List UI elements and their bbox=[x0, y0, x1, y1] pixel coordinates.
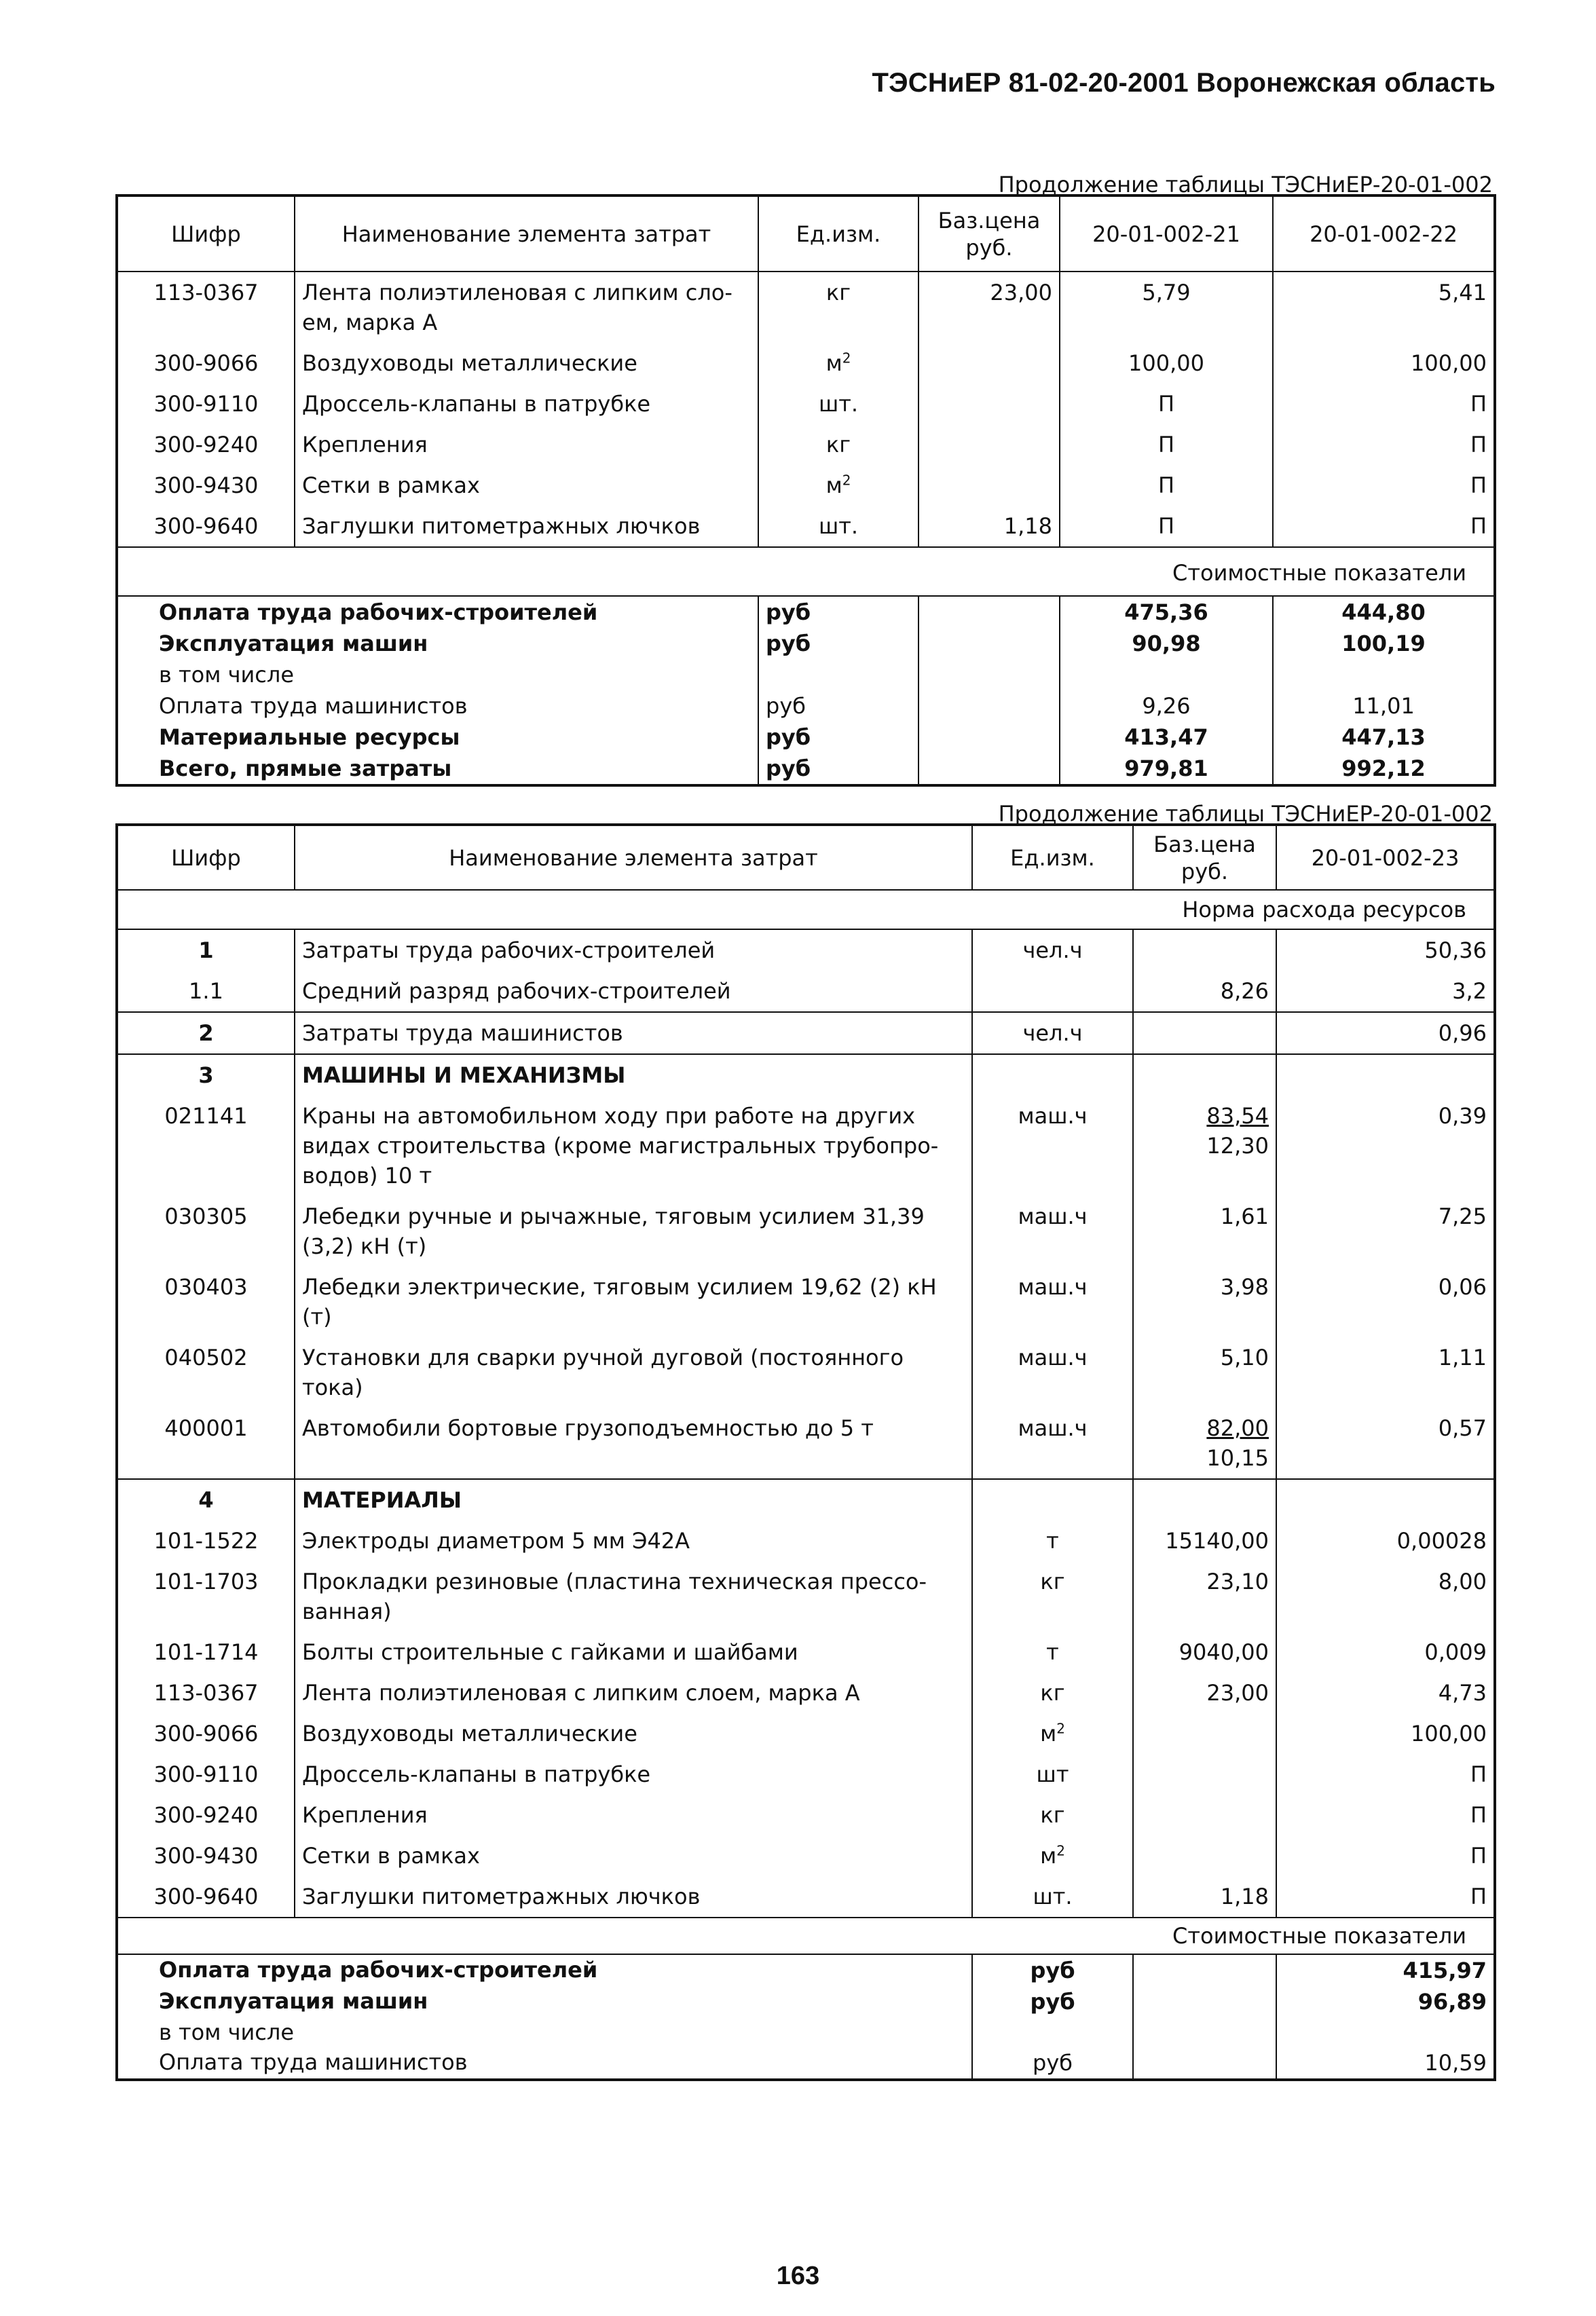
norm-value: П bbox=[1060, 506, 1273, 547]
table-row bbox=[117, 1632, 1495, 1673]
resource-code: 2 bbox=[117, 1012, 295, 1054]
unit-superscript: 2 bbox=[1056, 1720, 1065, 1737]
empty-cell bbox=[972, 1054, 1133, 1096]
resource-code: 030305 bbox=[117, 1196, 295, 1267]
table1-continuation-caption: Продолжение таблицы ТЭСНиЕР-20-01-002 bbox=[998, 172, 1493, 198]
table-row bbox=[117, 1561, 1495, 1632]
summary-unit: руб bbox=[758, 690, 918, 722]
table-row bbox=[117, 272, 1495, 343]
norm-value: П bbox=[1060, 465, 1273, 506]
table-row bbox=[117, 1713, 1495, 1754]
base-price: 5,10 bbox=[1133, 1337, 1276, 1408]
resource-name: Затраты труда машинистов bbox=[295, 1012, 972, 1054]
resource-name: Крепления bbox=[295, 1795, 972, 1835]
base-price bbox=[1133, 1835, 1276, 1876]
table-row bbox=[117, 1096, 1495, 1196]
resource-code: 040502 bbox=[117, 1337, 295, 1408]
resource-unit: маш.ч bbox=[972, 1408, 1133, 1479]
base-price: 1,18 bbox=[918, 506, 1060, 547]
summary-unit: руб bbox=[972, 1986, 1133, 2017]
summary-price bbox=[1133, 1986, 1276, 2017]
resource-code: 113-0367 bbox=[117, 1673, 295, 1713]
summary-price bbox=[918, 659, 1060, 690]
resource-unit: маш.ч bbox=[972, 1267, 1133, 1337]
resource-unit: шт. bbox=[758, 506, 918, 547]
table-row bbox=[117, 424, 1495, 465]
table-row bbox=[117, 1408, 1495, 1479]
unit-superscript: 2 bbox=[842, 472, 851, 489]
resource-name: Сетки в рамках bbox=[295, 1835, 972, 1876]
summary-unit: руб bbox=[758, 722, 918, 753]
resource-name: Воздуховоды металлические bbox=[295, 1713, 972, 1754]
summary-unit: руб bbox=[758, 628, 918, 659]
resource-unit: шт. bbox=[972, 1876, 1133, 1918]
empty-cell bbox=[1133, 1054, 1276, 1096]
norm-value: П bbox=[1276, 1795, 1495, 1835]
resource-name: Автомобили бортовые грузоподъемностью до 5 т bbox=[295, 1408, 972, 1479]
resource-code: 101-1714 bbox=[117, 1632, 295, 1673]
resource-unit: кг bbox=[972, 1561, 1133, 1632]
resource-code: 300-9640 bbox=[117, 506, 295, 547]
norm-value: П bbox=[1273, 465, 1495, 506]
col-header-code: Шифр bbox=[117, 195, 295, 272]
table-row bbox=[117, 1012, 1495, 1054]
resource-name: Лебедки электрические, тяговым усилием 19,62 (2) кН (т) bbox=[295, 1267, 972, 1337]
summary-row bbox=[117, 659, 1495, 690]
norm-value: П bbox=[1276, 1835, 1495, 1876]
norm-value: П bbox=[1276, 1876, 1495, 1918]
summary-value: 10,59 bbox=[1276, 2047, 1495, 2080]
summary-value: 96,89 bbox=[1276, 1986, 1495, 2017]
table-row bbox=[117, 343, 1495, 384]
empty-cell bbox=[972, 1479, 1133, 1520]
empty-cell bbox=[1276, 1054, 1495, 1096]
col-header-price: Баз.цена руб. bbox=[918, 195, 1060, 272]
norm-value: 5,79 bbox=[1060, 272, 1273, 343]
table-row bbox=[117, 1754, 1495, 1795]
resource-unit: маш.ч bbox=[972, 1337, 1133, 1408]
norm-title: Норма расхода ресурсов bbox=[117, 890, 1495, 929]
page-number: 163 bbox=[776, 2262, 820, 2290]
base-price: 15140,00 bbox=[1133, 1520, 1276, 1561]
table-row bbox=[117, 1520, 1495, 1561]
summary-price bbox=[918, 722, 1060, 753]
norm-value: 0,06 bbox=[1276, 1267, 1495, 1337]
resource-unit: $м^2$ bbox=[972, 1835, 1133, 1876]
section-title: Стоимостные показатели bbox=[117, 1918, 1495, 1954]
resource-code: 300-9430 bbox=[117, 465, 295, 506]
norm-value: П bbox=[1060, 424, 1273, 465]
resource-unit: кг bbox=[758, 424, 918, 465]
resource-unit: шт. bbox=[758, 384, 918, 424]
unit-superscript: 2 bbox=[842, 350, 851, 367]
summary-row bbox=[117, 2017, 1495, 2047]
summary-row bbox=[117, 722, 1495, 753]
norm-value: 100,00 bbox=[1276, 1713, 1495, 1754]
summary-value: 447,13 bbox=[1273, 722, 1495, 753]
document-header: ТЭСНиЕР 81-02-20-2001 Воронежская область bbox=[872, 68, 1496, 98]
summary-value: 992,12 bbox=[1273, 753, 1495, 785]
unit-superscript: 2 bbox=[1056, 1842, 1065, 1859]
table-row bbox=[117, 971, 1495, 1012]
summary-value: 475,36 bbox=[1060, 596, 1273, 628]
col-header-name: Наименование элемента затрат bbox=[295, 195, 758, 272]
base-price bbox=[1133, 1795, 1276, 1835]
base-price bbox=[1133, 1408, 1276, 1479]
table-row bbox=[117, 1196, 1495, 1267]
resource-name: Болты строительные с гайками и шайбами bbox=[295, 1632, 972, 1673]
summary-unit bbox=[972, 2017, 1133, 2047]
norm-value: 100,00 bbox=[1273, 343, 1495, 384]
base-price bbox=[1133, 1096, 1276, 1196]
summary-label: Эксплуатация машин bbox=[117, 1986, 972, 2017]
section-header-row bbox=[117, 1054, 1495, 1096]
norm-value: 5,41 bbox=[1273, 272, 1495, 343]
base-price bbox=[1133, 1754, 1276, 1795]
resource-unit: т bbox=[972, 1632, 1133, 1673]
resource-code: 1 bbox=[117, 929, 295, 971]
table-row bbox=[117, 1835, 1495, 1876]
resource-code: 101-1703 bbox=[117, 1561, 295, 1632]
resource-unit: кг bbox=[758, 272, 918, 343]
resource-unit: шт bbox=[972, 1754, 1133, 1795]
summary-unit: руб bbox=[972, 2047, 1133, 2080]
resource-name: Заглушки питометражных лючков bbox=[295, 1876, 972, 1918]
section-header-row bbox=[117, 1479, 1495, 1520]
section-code: 4 bbox=[117, 1479, 295, 1520]
summary-price bbox=[1133, 2017, 1276, 2047]
col-header-norm-22: 20-01-002-22 bbox=[1273, 195, 1495, 272]
summary-row bbox=[117, 1986, 1495, 2017]
resource-name: Дроссель-клапаны в патрубке bbox=[295, 1754, 972, 1795]
resource-code: 300-9240 bbox=[117, 424, 295, 465]
resource-code: 1.1 bbox=[117, 971, 295, 1012]
base-price: 3,98 bbox=[1133, 1267, 1276, 1337]
base-price bbox=[918, 465, 1060, 506]
summary-value: 11,01 bbox=[1273, 690, 1495, 722]
table-row bbox=[117, 1673, 1495, 1713]
resource-code: 101-1522 bbox=[117, 1520, 295, 1561]
resource-unit: маш.ч bbox=[972, 1096, 1133, 1196]
summary-value bbox=[1273, 659, 1495, 690]
norm-value: 4,73 bbox=[1276, 1673, 1495, 1713]
table1 bbox=[115, 194, 1496, 787]
resource-name: Сетки в рамках bbox=[295, 465, 758, 506]
summary-label: Эксплуатация машин bbox=[117, 628, 758, 659]
col-header-price: Баз.цена руб. bbox=[1133, 825, 1276, 890]
norm-value: П bbox=[1276, 1754, 1495, 1795]
section-title: Стоимостные показатели bbox=[117, 547, 1495, 596]
summary-label: в том числе bbox=[117, 2017, 972, 2047]
resource-name: Заглушки питометражных лючков bbox=[295, 506, 758, 547]
summary-unit: руб bbox=[758, 753, 918, 785]
base-price: 1,18 bbox=[1133, 1876, 1276, 1918]
resource-unit: $м^2$ bbox=[758, 465, 918, 506]
table-row bbox=[117, 929, 1495, 971]
norm-value: 1,11 bbox=[1276, 1337, 1495, 1408]
resource-code: 300-9110 bbox=[117, 1754, 295, 1795]
summary-unit: руб bbox=[758, 596, 918, 628]
resource-name: Лента полиэтиленовая с липким слоем, марка А bbox=[295, 1673, 972, 1713]
norm-value: 8,00 bbox=[1276, 1561, 1495, 1632]
table-row bbox=[117, 506, 1495, 547]
col-header-norm-21: 20-01-002-21 bbox=[1060, 195, 1273, 272]
norm-value: 0,96 bbox=[1276, 1012, 1495, 1054]
summary-price bbox=[1133, 2047, 1276, 2080]
table-row bbox=[117, 1795, 1495, 1835]
summary-value bbox=[1276, 2017, 1495, 2047]
summary-value: 9,26 bbox=[1060, 690, 1273, 722]
norm-value: 50,36 bbox=[1276, 929, 1495, 971]
summary-value: 415,97 bbox=[1276, 1954, 1495, 1986]
summary-value: 444,80 bbox=[1273, 596, 1495, 628]
resource-code: 400001 bbox=[117, 1408, 295, 1479]
summary-unit bbox=[758, 659, 918, 690]
summary-unit: руб bbox=[972, 1954, 1133, 1986]
resource-unit bbox=[972, 971, 1133, 1012]
resource-code: 113-0367 bbox=[117, 272, 295, 343]
base-price-second: 12,30 bbox=[1206, 1133, 1269, 1159]
resource-unit: кг bbox=[972, 1795, 1133, 1835]
resource-name: Дроссель-клапаны в патрубке bbox=[295, 384, 758, 424]
section-title-row bbox=[117, 1918, 1495, 1954]
base-price-second: 10,15 bbox=[1206, 1445, 1269, 1471]
base-price-underlined: 83,54 bbox=[1206, 1103, 1269, 1129]
norm-value: П bbox=[1273, 506, 1495, 547]
resource-unit: $м^2$ bbox=[972, 1713, 1133, 1754]
summary-value: 90,98 bbox=[1060, 628, 1273, 659]
summary-label: Оплата труда машинистов bbox=[117, 2047, 972, 2080]
summary-value: 413,47 bbox=[1060, 722, 1273, 753]
empty-cell bbox=[1276, 1479, 1495, 1520]
summary-label: Всего, прямые затраты bbox=[117, 753, 758, 785]
resource-code: 300-9066 bbox=[117, 343, 295, 384]
resource-name: Прокладки резиновые (пластина техническая прессо- ванная) bbox=[295, 1561, 972, 1632]
resource-code: 021141 bbox=[117, 1096, 295, 1196]
resource-unit: маш.ч bbox=[972, 1196, 1133, 1267]
summary-row bbox=[117, 1954, 1495, 1986]
summary-label: Оплата труда машинистов bbox=[117, 690, 758, 722]
resource-name: Электроды диаметром 5 мм Э42А bbox=[295, 1520, 972, 1561]
resource-name: Установки для сварки ручной дуговой (постоянного тока) bbox=[295, 1337, 972, 1408]
base-price: 23,10 bbox=[1133, 1561, 1276, 1632]
table-row bbox=[117, 1876, 1495, 1918]
col-header-name: Наименование элемента затрат bbox=[295, 825, 972, 890]
norm-value: 0,39 bbox=[1276, 1096, 1495, 1196]
summary-row bbox=[117, 690, 1495, 722]
resource-name: Крепления bbox=[295, 424, 758, 465]
table-row bbox=[117, 384, 1495, 424]
summary-row bbox=[117, 753, 1495, 785]
empty-cell bbox=[1133, 1479, 1276, 1520]
resource-name: Лента полиэтиленовая с липким сло- ем, марка А bbox=[295, 272, 758, 343]
summary-value bbox=[1060, 659, 1273, 690]
resource-code: 300-9430 bbox=[117, 1835, 295, 1876]
resource-code: 030403 bbox=[117, 1267, 295, 1337]
col-header-norm-23: 20-01-002-23 bbox=[1276, 825, 1495, 890]
summary-row bbox=[117, 2047, 1495, 2080]
table-row bbox=[117, 1337, 1495, 1408]
summary-row bbox=[117, 596, 1495, 628]
summary-price bbox=[918, 628, 1060, 659]
base-price: 9040,00 bbox=[1133, 1632, 1276, 1673]
summary-value: 979,81 bbox=[1060, 753, 1273, 785]
norm-value: 3,2 bbox=[1276, 971, 1495, 1012]
summary-price bbox=[918, 596, 1060, 628]
base-price-underlined: 82,00 bbox=[1206, 1415, 1269, 1441]
section-code: 3 bbox=[117, 1054, 295, 1096]
summary-row bbox=[117, 628, 1495, 659]
norm-value: П bbox=[1273, 384, 1495, 424]
base-price: 23,00 bbox=[918, 272, 1060, 343]
summary-label: Оплата труда рабочих-строителей bbox=[117, 1954, 972, 1986]
summary-value: 100,19 bbox=[1273, 628, 1495, 659]
resource-name: Средний разряд рабочих-строителей bbox=[295, 971, 972, 1012]
summary-price bbox=[918, 690, 1060, 722]
resource-code: 300-9066 bbox=[117, 1713, 295, 1754]
resource-unit: кг bbox=[972, 1673, 1133, 1713]
resource-unit: чел.ч bbox=[972, 1012, 1133, 1054]
base-price: 23,00 bbox=[1133, 1673, 1276, 1713]
base-price: 8,26 bbox=[1133, 971, 1276, 1012]
base-price: 1,61 bbox=[1133, 1196, 1276, 1267]
norm-value: 100,00 bbox=[1060, 343, 1273, 384]
col-header-unit: Ед.изм. bbox=[972, 825, 1133, 890]
table2 bbox=[115, 823, 1496, 2081]
resource-unit: т bbox=[972, 1520, 1133, 1561]
base-price bbox=[918, 343, 1060, 384]
norm-value: 0,009 bbox=[1276, 1632, 1495, 1673]
base-price bbox=[918, 384, 1060, 424]
summary-label: Материальные ресурсы bbox=[117, 722, 758, 753]
col-header-code: Шифр bbox=[117, 825, 295, 890]
resource-code: 300-9110 bbox=[117, 384, 295, 424]
summary-price bbox=[1133, 1954, 1276, 1986]
table2-continuation-caption: Продолжение таблицы ТЭСНиЕР-20-01-002 bbox=[998, 801, 1493, 827]
norm-value: П bbox=[1273, 424, 1495, 465]
summary-price bbox=[918, 753, 1060, 785]
resource-unit: $м^2$ bbox=[758, 343, 918, 384]
resource-name: Воздуховоды металлические bbox=[295, 343, 758, 384]
section-title: МАТЕРИАЛЫ bbox=[295, 1479, 972, 1520]
resource-name: Затраты труда рабочих-строителей bbox=[295, 929, 972, 971]
base-price bbox=[918, 424, 1060, 465]
resource-code: 300-9240 bbox=[117, 1795, 295, 1835]
norm-value: 7,25 bbox=[1276, 1196, 1495, 1267]
base-price bbox=[1133, 1713, 1276, 1754]
norm-value: 0,57 bbox=[1276, 1408, 1495, 1479]
summary-label: Оплата труда рабочих-строителей bbox=[117, 596, 758, 628]
resource-name: Лебедки ручные и рычажные, тяговым усилием 31,39 (3,2) кН (т) bbox=[295, 1196, 972, 1267]
base-price bbox=[1133, 929, 1276, 971]
norm-title-row bbox=[117, 890, 1495, 929]
summary-label: в том числе bbox=[117, 659, 758, 690]
col-header-unit: Ед.изм. bbox=[758, 195, 918, 272]
norm-value: П bbox=[1060, 384, 1273, 424]
table-row bbox=[117, 1267, 1495, 1337]
table-row bbox=[117, 465, 1495, 506]
resource-unit: чел.ч bbox=[972, 929, 1133, 971]
base-price bbox=[1133, 1012, 1276, 1054]
resource-name: Краны на автомобильном ходу при работе на других видах строительства (кроме магистральных трубопро- водов) 10 т bbox=[295, 1096, 972, 1196]
section-title-row bbox=[117, 547, 1495, 596]
section-title: МАШИНЫ И МЕХАНИЗМЫ bbox=[295, 1054, 972, 1096]
resource-code: 300-9640 bbox=[117, 1876, 295, 1918]
norm-value: 0,00028 bbox=[1276, 1520, 1495, 1561]
